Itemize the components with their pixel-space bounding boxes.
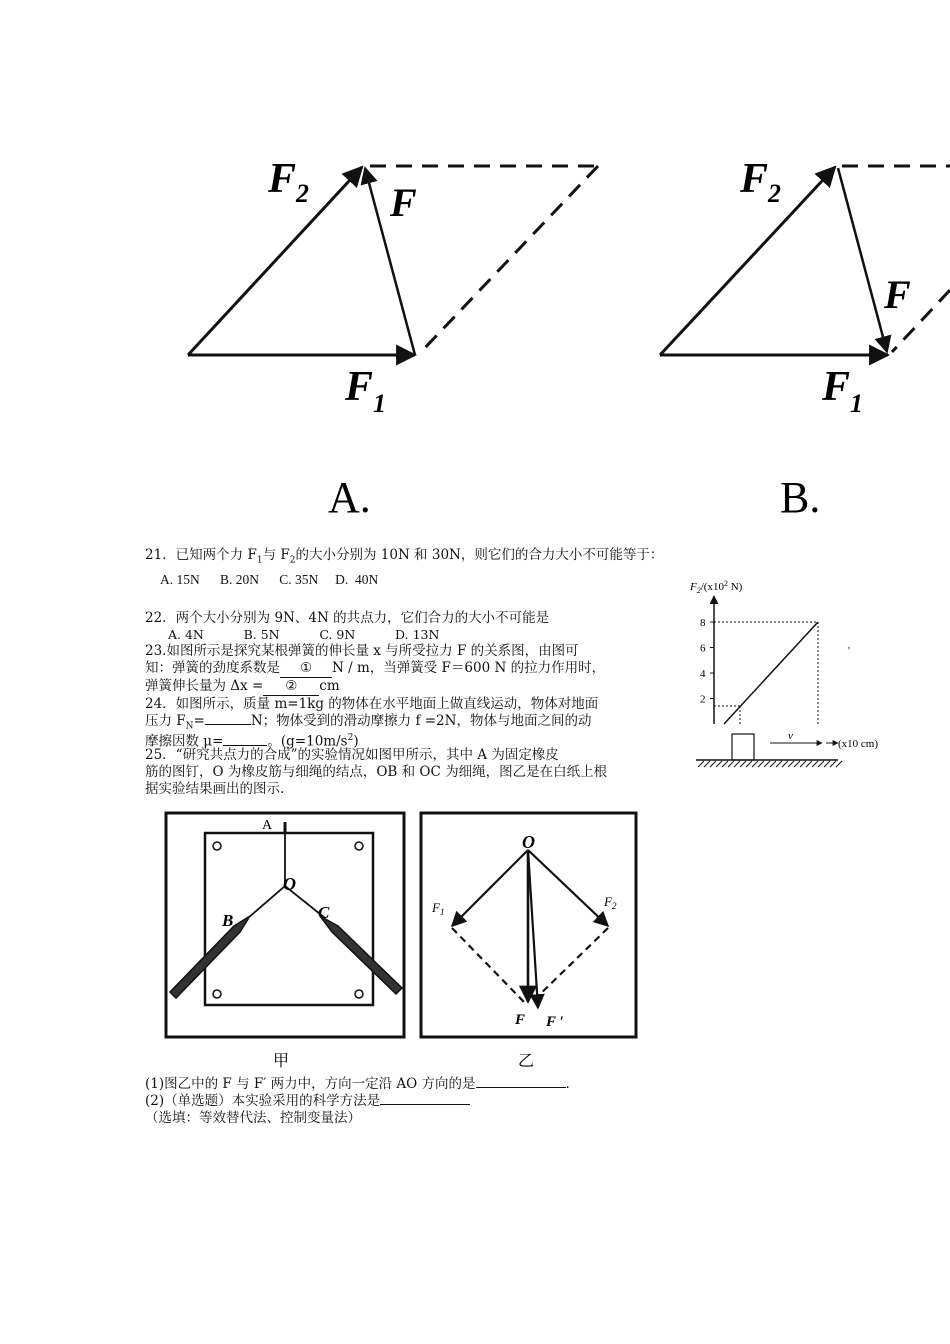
figure-a-f1-label: $F_1$ xyxy=(345,364,387,418)
yi-f2-arrow xyxy=(528,850,608,926)
question-23-line1: 23.如图所示是探究某根弹簧的伸长量 x 与所受拉力 F 的关系图，由图可 xyxy=(145,643,579,659)
question-25-sub3: （选填：等效替代法、控制变量法） xyxy=(145,1110,361,1126)
graph-hatch-line xyxy=(698,761,704,767)
question-24-line1: 24．如图所示，质量 m=1kg 的物体在水平地面上做直线运动，物体对地面 xyxy=(145,696,599,712)
figure-a-caption: A. xyxy=(328,473,371,522)
yi-caption: 乙 xyxy=(518,1053,535,1070)
figure-a xyxy=(188,156,598,522)
question-23-line2: 知：弹簧的劲度系数是 ① N / m，当弹簧受 F＝600 N 的拉力作用时， xyxy=(145,660,606,676)
jia-label-o: O xyxy=(283,874,296,894)
graph-block xyxy=(732,734,754,760)
graph-hatch-line xyxy=(782,761,788,767)
yi-label-o: O xyxy=(522,832,535,852)
yi-fprime-arrow xyxy=(528,850,538,1008)
jia-label-a: A xyxy=(262,818,273,833)
graph-velocity-label: v xyxy=(788,730,793,742)
apparatus-figure xyxy=(160,806,650,1076)
graph-hatch-line xyxy=(746,761,752,767)
graph-hatch-line xyxy=(704,761,710,767)
question-25-line1: 25．“研究共点力的合成”的实验情况如图甲所示，其中 A 为固定橡皮 xyxy=(145,747,559,763)
graph-hatch-line xyxy=(716,761,722,767)
figure-b-f1-label: $F_1$ xyxy=(822,364,864,418)
figure-b-caption: B. xyxy=(780,473,821,522)
jia-label-c: C xyxy=(318,903,330,922)
graph-hatch-line xyxy=(740,761,746,767)
jia-label-b: B xyxy=(222,911,234,930)
yi-label-f1: $F_1$ xyxy=(432,900,445,917)
jia-string-ob xyxy=(248,886,285,918)
graph-x-label: (x10 cm) xyxy=(838,738,879,750)
graph-hatch-line xyxy=(818,761,824,767)
yi-label-fprime: F ′ xyxy=(546,1014,564,1030)
graph-hatch-line xyxy=(806,761,812,767)
graph-hatch-line xyxy=(812,761,818,767)
yi-label-f: F xyxy=(515,1012,526,1028)
figure-b xyxy=(660,156,950,522)
figure-b-f2-label: $F_2$ xyxy=(740,156,782,208)
graph-hatch-line xyxy=(824,761,830,767)
graph-hatch-line xyxy=(722,761,728,767)
graph-hatch-line xyxy=(728,761,734,767)
graph-hatch-line xyxy=(776,761,782,767)
graph-y-tick-label: 6 xyxy=(700,642,706,655)
yi-dashed-left xyxy=(452,928,524,1002)
figure-jia xyxy=(166,813,404,1070)
graph-hatch-line xyxy=(710,761,716,767)
question-25-sub1: (1)图乙中的 F 与 F′ 两力中，方向一定沿 AO 方向的是 . xyxy=(145,1076,570,1092)
figure-a-f-label: F xyxy=(390,180,417,225)
jia-spring-scale-c xyxy=(320,916,402,994)
graph-hatch-line xyxy=(788,761,794,767)
spring-graph xyxy=(688,574,898,774)
graph-y-label: $F_2/(x10^2$ N) xyxy=(690,579,743,595)
force-diagrams-figure xyxy=(0,0,950,540)
figure-yi xyxy=(421,813,636,1070)
graph-hatch-line xyxy=(734,761,740,767)
question-25-sub2: (2)（单选题）本实验采用的科学方法是 xyxy=(145,1093,470,1110)
yi-label-f2: $F_2$ xyxy=(604,894,617,911)
yi-dashed-right xyxy=(532,928,608,1002)
graph-ground-hatch xyxy=(698,761,842,767)
question-22-stem: 22．两个大小分别为 9N、4N 的共点力，它们合力的大小不可能是 xyxy=(145,610,550,626)
figure-b-f-label: F xyxy=(884,272,911,317)
graph-y-tick-label: 8 xyxy=(700,617,706,629)
question-23-line3: 弹簧伸长量为 Δx = ② cm xyxy=(145,678,340,694)
graph-hatch-line xyxy=(752,761,758,767)
graph-hatch-line xyxy=(794,761,800,767)
question-24-line3: 摩擦因数 μ= 。$(g=10m/s^2)$ xyxy=(145,733,359,750)
graph-y-tick-label: 4 xyxy=(700,668,706,680)
question-22-options: A. 4N B. 5N C. 9N D. 13N xyxy=(168,627,440,642)
question-23-blank-1[interactable]: ① xyxy=(280,660,332,678)
question-24-blank-mu[interactable] xyxy=(223,745,267,746)
question-25-line3: 据实验结果画出的图示. xyxy=(145,781,285,797)
graph-data-line xyxy=(724,622,818,724)
graph-y-ticks xyxy=(700,617,714,706)
graph-hatch-line xyxy=(770,761,776,767)
graph-hatch-line xyxy=(764,761,770,767)
graph-hatch-line xyxy=(830,761,836,767)
question-25-blank-1[interactable] xyxy=(476,1087,566,1088)
question-24-blank-pressure[interactable] xyxy=(205,724,251,725)
question-23-blank-2[interactable]: ② xyxy=(263,678,319,696)
question-25-blank-2[interactable] xyxy=(380,1104,470,1105)
jia-spring-scale-b xyxy=(170,916,250,998)
figure-b-f-arrow xyxy=(838,168,887,352)
graph-y-tick-label: 2 xyxy=(700,693,706,706)
question-21-options: A. 15N B. 20N C. 35N D. 40N xyxy=(160,572,379,587)
graph-hatch-line xyxy=(800,761,806,767)
graph-hatch-line xyxy=(758,761,764,767)
question-24-line2: 压力 $F_N= N$；物体受到的滑动摩擦力 f =2N，物体与地面之间的动 xyxy=(145,713,592,732)
yi-f1-arrow xyxy=(452,850,528,926)
figure-a-f2-label: $F_2$ xyxy=(268,156,310,208)
figure-a-dashed-side xyxy=(420,166,598,353)
question-21-stem: 21．已知两个力 $F_1$与 $F_2$的大小分别为 10N 和 30N，则它们的合力大小不可能等于： xyxy=(145,547,664,566)
question-25-line2: 筋的图钉，O 为橡皮筋与细绳的结点，OB 和 OC 为细绳，图乙是在白纸上根 xyxy=(145,764,608,780)
graph-hatch-line xyxy=(836,761,842,767)
jia-caption: 甲 xyxy=(273,1053,290,1070)
graph-stray-mark: ' xyxy=(848,645,850,657)
